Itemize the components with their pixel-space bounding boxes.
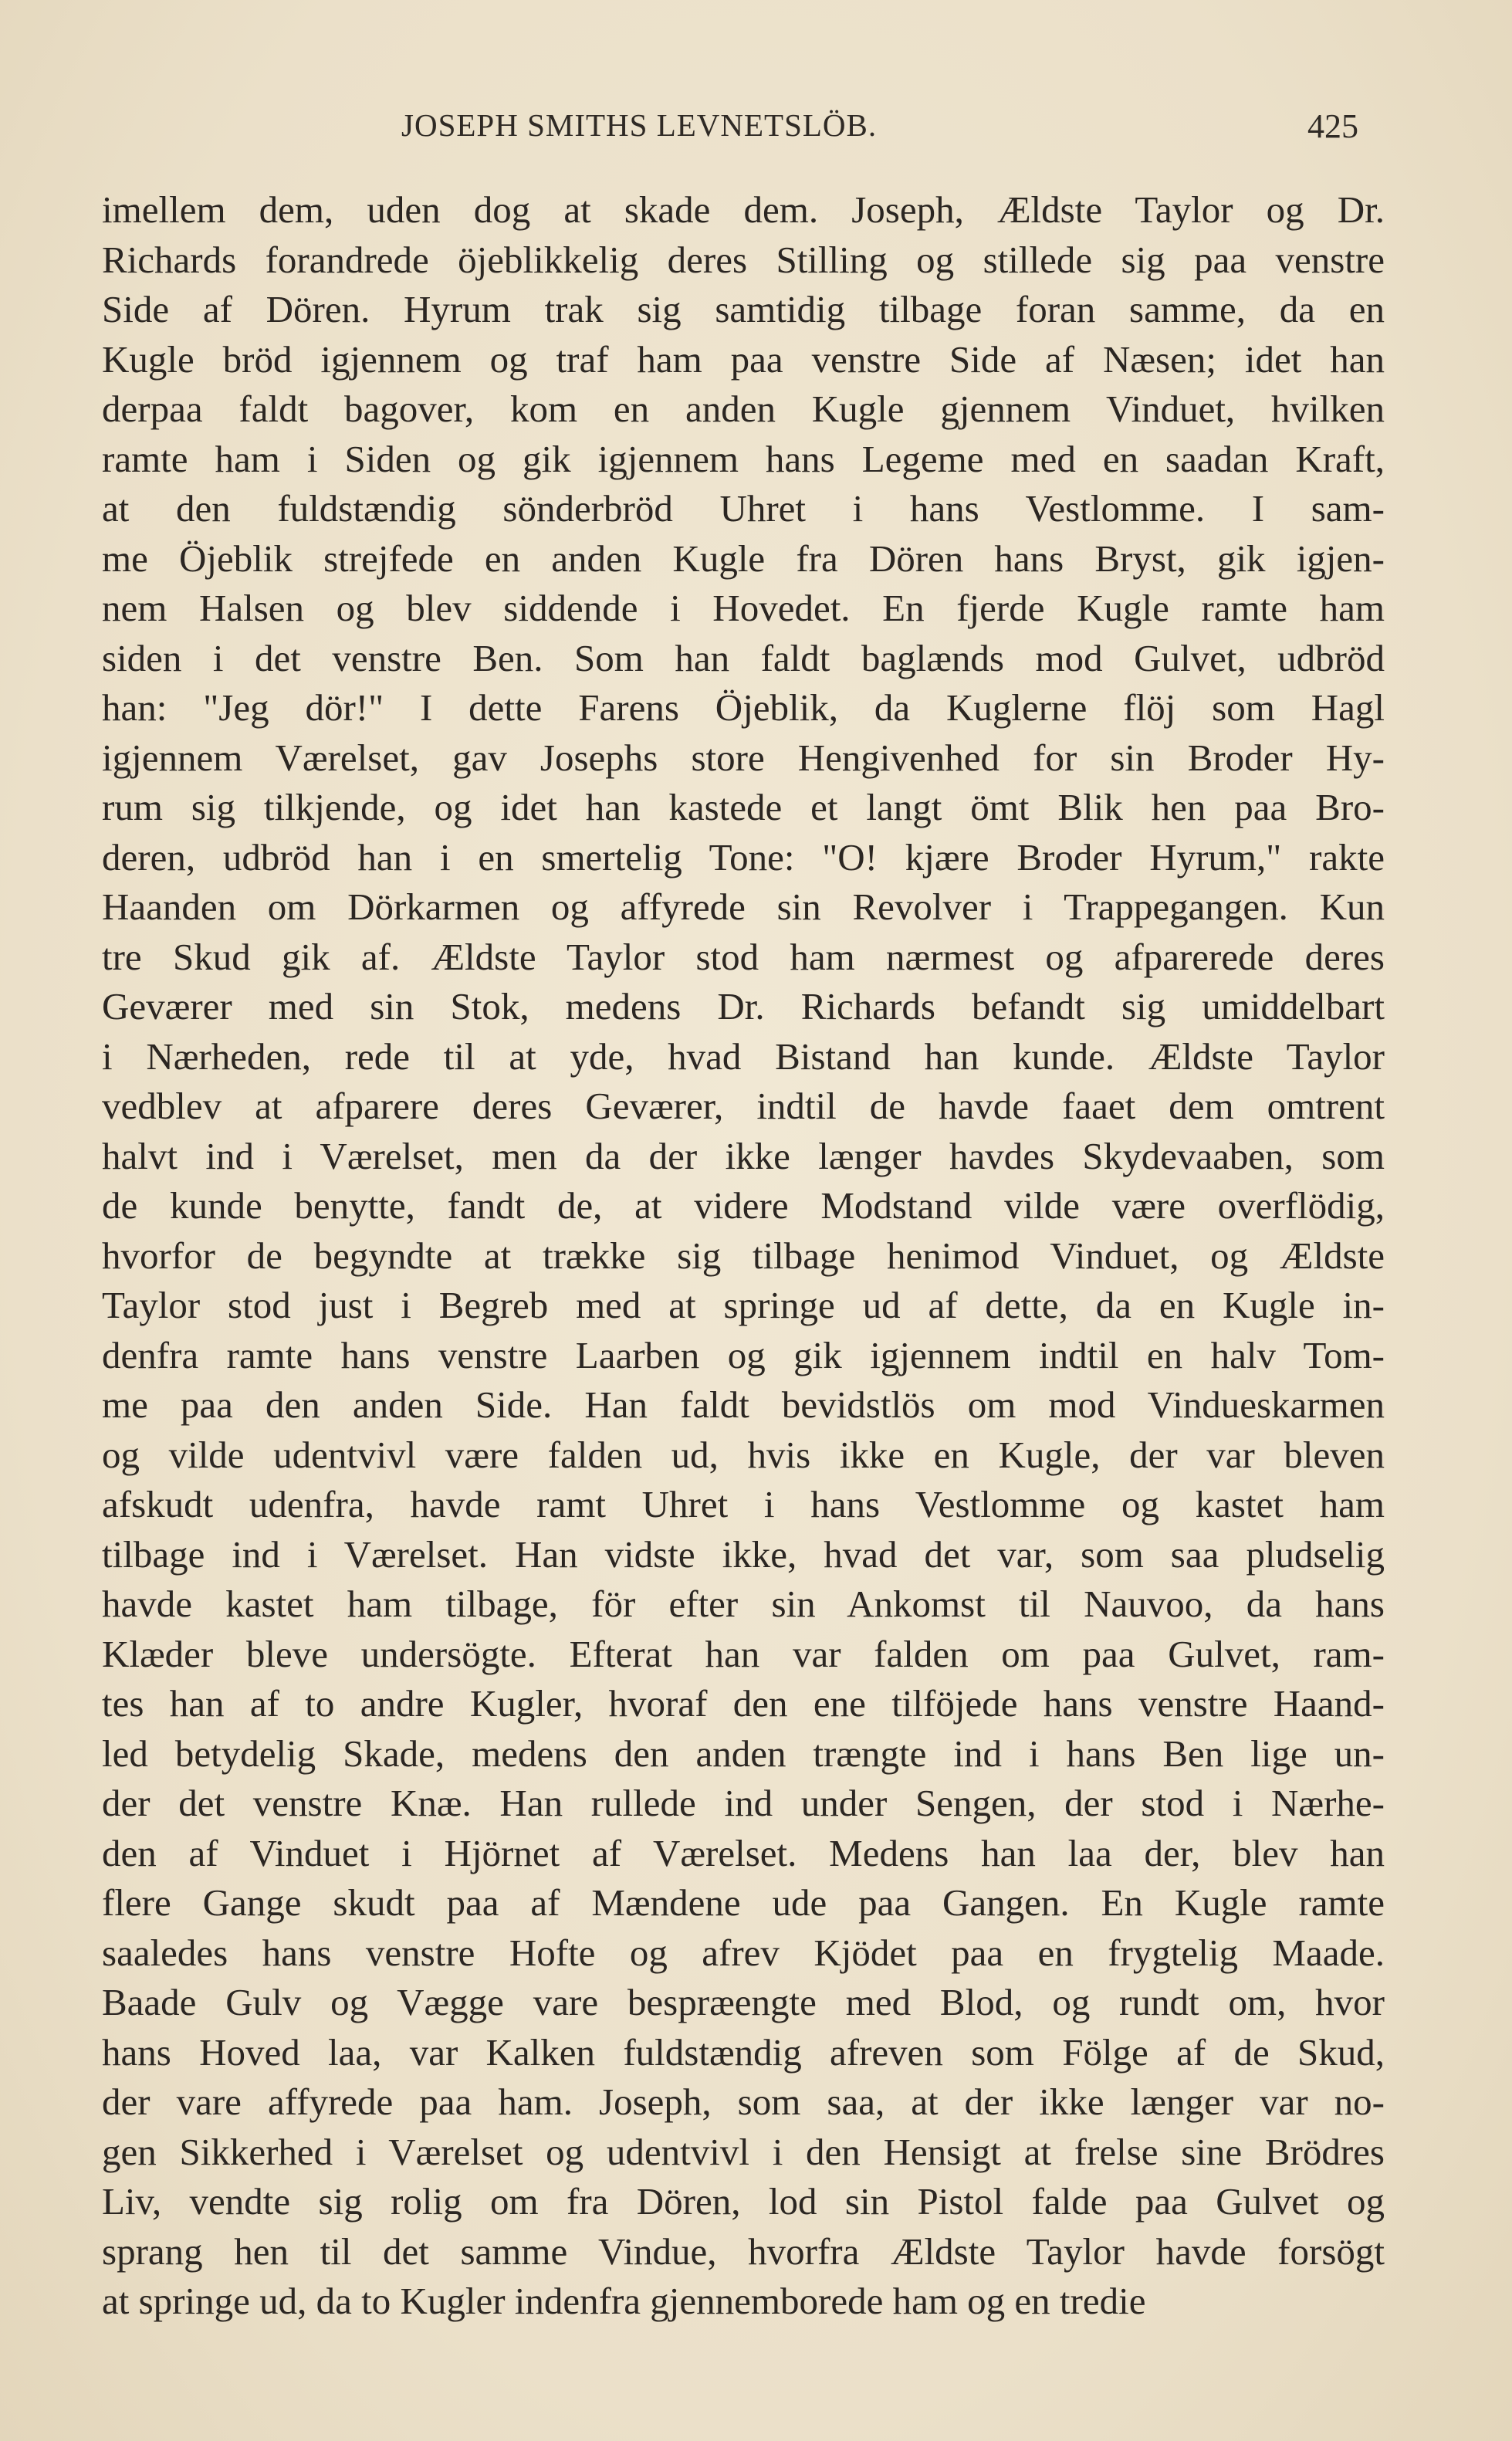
text-line: der vare affyrede paa ham. Joseph, som saa, at der ikke længer var no- (102, 2080, 1385, 2123)
body-text (102, 185, 1385, 2327)
text-line: Side af Dören. Hyrum trak sig samtidig tilbage foran samme, da en (102, 288, 1385, 330)
text-line: me paa den anden Side. Han faldt bevidstlös om mod Vindueskarmen (102, 1383, 1385, 1426)
text-line: flere Gange skudt paa af Mændene ude paa Gangen. En Kugle ramte (102, 1881, 1385, 1924)
page-header (401, 107, 1358, 153)
text-line: at springe ud, da to Kugler indenfra gjennemborede ham og en tredie (102, 2280, 1146, 2322)
text-line: Haanden om Dörkarmen og affyrede sin Revolver i Trappegangen. Kun (102, 885, 1385, 928)
text-line: tes han af to andre Kugler, hvoraf den ene tilföjede hans venstre Haand- (102, 1682, 1385, 1725)
text-line: siden i det venstre Ben. Som han faldt baglænds mod Gulvet, udbröd (102, 636, 1385, 679)
text-line: tre Skud gik af. Ældste Taylor stod ham nærmest og afparerede deres (102, 935, 1385, 978)
text-line: me Öjeblik strejfede en anden Kugle fra Dören hans Bryst, gik igjen- (102, 537, 1385, 580)
page-number: 425 (1307, 107, 1358, 145)
text-line: tilbage ind i Værelset. Han vidste ikke, hvad det var, som saa pludselig (102, 1532, 1385, 1576)
text-line: Liv, vendte sig rolig om fra Dören, lod sin Pistol falde paa Gulvet og (102, 2180, 1385, 2223)
text-line: der det venstre Knæ. Han rullede ind under Sengen, der stod i Nærhe- (102, 1782, 1385, 1824)
text-line: hvorfor de begyndte at trække sig tilbage henimod Vinduet, og Ældste (102, 1234, 1385, 1277)
running-title: JOSEPH SMITHS LEVNETSLÖB. (401, 107, 878, 143)
text-line: han: "Jeg dör!" I dette Farens Öjeblik, da Kuglerne flöj som Hagl (102, 686, 1385, 729)
text-line: halvt ind i Værelset, men da der ikke længer havdes Skydevaaben, som (102, 1134, 1385, 1177)
text-line: sprang hen til det samme Vindue, hvorfra Ældste Taylor havde forsögt (102, 2229, 1385, 2273)
text-line: nem Halsen og blev siddende i Hovedet. En fjerde Kugle ramte ham (102, 587, 1385, 629)
text-line: den af Vinduet i Hjörnet af Værelset. Medens han laa der, blev han (102, 1831, 1385, 1874)
text-line: hans Hoved laa, var Kalken fuldstændig afreven som Fölge af de Skud, (102, 2030, 1385, 2074)
text-line: de kunde benytte, fandt de, at videre Modstand vilde være overflödig, (102, 1184, 1385, 1227)
text-line: Taylor stod just i Begreb med at springe ud af dette, da en Kugle in- (102, 1284, 1385, 1326)
text-line: Richards forandrede öjeblikkelig deres Stilling og stillede sig paa venstre (102, 238, 1385, 281)
text-line: og vilde udentvivl være falden ud, hvis ikke en Kugle, der var bleven (102, 1433, 1385, 1476)
text-line: led betydelig Skade, medens den anden trængte ind i hans Ben lige un- (102, 1732, 1385, 1775)
text-line: gen Sikkerhed i Værelset og udentvivl i den Hensigt at frelse sine Brödres (102, 2130, 1385, 2173)
text-line: Baade Gulv og Vægge vare bespræengte med Blod, og rundt om, hvor (102, 1981, 1385, 2023)
text-line: vedblev at afparere deres Geværer, indtil de havde faaet dem omtrent (102, 1085, 1385, 1127)
text-line: i Nærheden, rede til at yde, hvad Bistand han kunde. Ældste Taylor (102, 1034, 1385, 1078)
text-line: imellem dem, uden dog at skade dem. Joseph, Ældste Taylor og Dr. (102, 188, 1385, 231)
text-line: derpaa faldt bagover, kom en anden Kugle gjennem Vinduet, hvilken (102, 388, 1385, 430)
text-line: igjennem Værelset, gav Josephs store Hengivenhed for sin Broder Hy- (102, 736, 1385, 779)
text-line: denfra ramte hans venstre Laarben og gik igjennem indtil en halv Tom- (102, 1333, 1385, 1376)
text-line: at den fuldstændig sönderbröd Uhret i hans Vestlomme. I sam- (102, 487, 1385, 530)
text-line: havde kastet ham tilbage, för efter sin Ankomst til Nauvoo, da hans (102, 1583, 1385, 1625)
text-line: deren, udbröd han i en smertelig Tone: "O! kjære Broder Hyrum," rakte (102, 835, 1385, 879)
text-line: Klæder bleve undersögte. Efterat han var falden om paa Gulvet, ram- (102, 1632, 1385, 1675)
text-line: saaledes hans venstre Hofte og afrev Kjödet paa en frygtelig Maade. (102, 1931, 1385, 1974)
text-line: Geværer med sin Stok, medens Dr. Richards befandt sig umiddelbart (102, 985, 1385, 1028)
text-line: afskudt udenfra, havde ramt Uhret i hans Vestlomme og kastet ham (102, 1483, 1385, 1525)
text-line: Kugle bröd igjennem og traf ham paa venstre Side af Næsen; idet han (102, 337, 1385, 381)
text-line: ramte ham i Siden og gik igjennem hans Legeme med en saadan Kraft, (102, 437, 1385, 480)
text-line: rum sig tilkjende, og idet han kastede et langt ömt Blik hen paa Bro- (102, 786, 1385, 828)
